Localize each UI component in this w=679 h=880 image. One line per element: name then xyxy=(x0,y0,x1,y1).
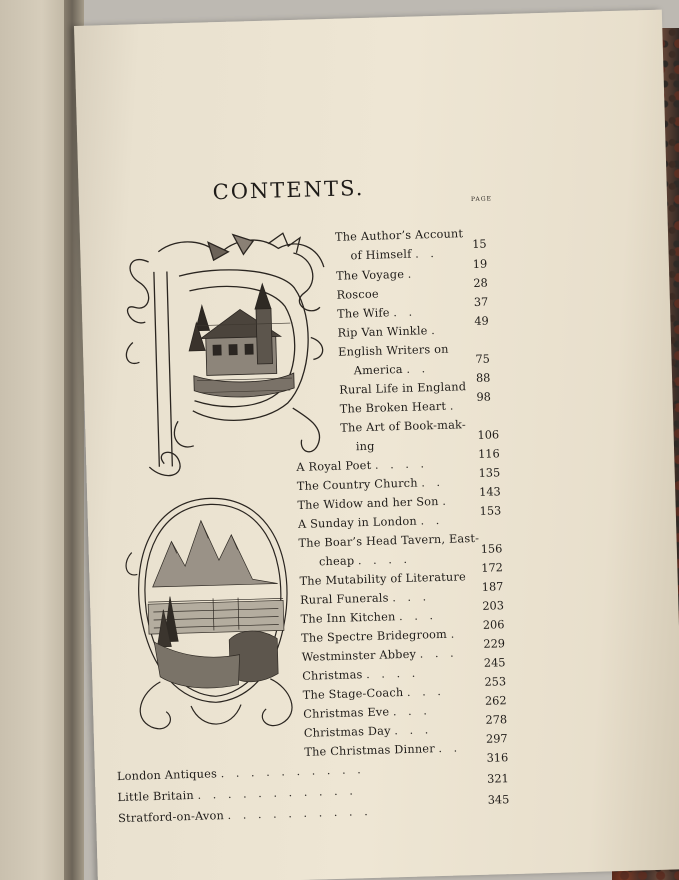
toc-page-number: 88 xyxy=(475,371,491,385)
toc-page-number: 75 xyxy=(475,352,491,366)
toc-page-number: 156 xyxy=(480,542,503,556)
toc-entry: Rip Van Winkle . xyxy=(337,323,439,340)
toc-entry: Rural Life in England xyxy=(339,380,467,397)
toc-entry: cheap . . . . xyxy=(318,552,412,569)
toc-entry: A Royal Poet . . . . xyxy=(296,457,429,474)
toc-entry: A Sunday in London . . xyxy=(297,513,444,531)
toc-entry: Christmas Day . . . xyxy=(303,723,433,740)
toc-page-number: 15 xyxy=(472,237,487,251)
toc-entry: Roscoe xyxy=(336,287,379,302)
toc-page-number: 143 xyxy=(478,485,501,499)
toc-entry: The Author’s Account xyxy=(334,227,464,244)
toc-page-number: 135 xyxy=(478,466,501,480)
toc-entry: Stratford-on-Avon . . . . . . . . . . xyxy=(117,804,372,826)
toc-entry: English Writers on xyxy=(338,342,449,359)
ornate-initial-illustration xyxy=(118,227,339,488)
toc-entry: Westminster Abbey . . . xyxy=(301,646,458,664)
toc-page-number: 345 xyxy=(487,793,510,807)
toc-page-number: 203 xyxy=(482,599,505,613)
toc-entry: London Antiques . . . . . . . . . . xyxy=(116,763,365,784)
toc-entry: Christmas . . . . xyxy=(302,666,420,683)
page-title: CONTENTS. xyxy=(212,175,365,205)
toc-page-number: 321 xyxy=(487,772,509,786)
toc-page-number: 206 xyxy=(482,618,505,632)
toc-entry: The Spectre Bridegroom . xyxy=(301,627,459,645)
toc-page-number: 116 xyxy=(477,447,500,461)
toc-page-number: 37 xyxy=(473,295,489,309)
toc-entry: The Stage-Coach . . . xyxy=(302,684,446,702)
toc-page-number: 153 xyxy=(479,504,502,518)
toc-entry: America . . xyxy=(353,362,430,378)
toc-entry: The Mutability of Literature xyxy=(299,570,467,588)
toc-entry: The Broken Heart . xyxy=(339,399,458,416)
toc-page-number: 253 xyxy=(484,675,507,689)
toc-page-number: 28 xyxy=(473,276,488,290)
toc-page-number: 316 xyxy=(486,751,509,765)
contents-page xyxy=(74,10,679,880)
toc-entry: The Voyage . xyxy=(335,267,416,283)
toc-page-number: 297 xyxy=(485,732,508,746)
page-column-heading: PAGE xyxy=(470,195,493,203)
toc-entry: of Himself . . xyxy=(350,246,439,263)
toc-entry: The Wife . . xyxy=(336,305,417,321)
toc-page-number: 245 xyxy=(483,656,506,670)
toc-entry: The Widow and her Son . xyxy=(297,494,451,512)
toc-page-number: 19 xyxy=(472,257,488,271)
toc-entry: The Inn Kitchen . . . xyxy=(300,609,438,626)
toc-entry: Rural Funerals . . . xyxy=(299,590,431,607)
alpine-vignette-illustration xyxy=(115,488,312,743)
toc-entry: The Art of Book-mak- xyxy=(340,418,467,435)
toc-entry: The Christmas Dinner . . xyxy=(304,741,462,759)
toc-page-number: 172 xyxy=(481,561,504,575)
toc-entry: ing xyxy=(355,439,375,454)
toc-page-number: 229 xyxy=(483,637,506,651)
toc-page-number: 262 xyxy=(484,694,507,708)
toc-page-number: 278 xyxy=(485,713,508,727)
toc-page-number: 98 xyxy=(476,390,492,404)
toc-entry: The Country Church . . xyxy=(296,475,445,493)
toc-entry: The Boar’s Head Tavern, East- xyxy=(298,531,480,550)
toc-page-number: 106 xyxy=(477,428,500,442)
toc-page-number: 187 xyxy=(481,580,504,594)
toc-page-number: 49 xyxy=(474,314,489,328)
toc-entry: Little Britain . . . . . . . . . . . xyxy=(117,784,358,805)
toc-entry: Christmas Eve . . . xyxy=(303,704,432,721)
